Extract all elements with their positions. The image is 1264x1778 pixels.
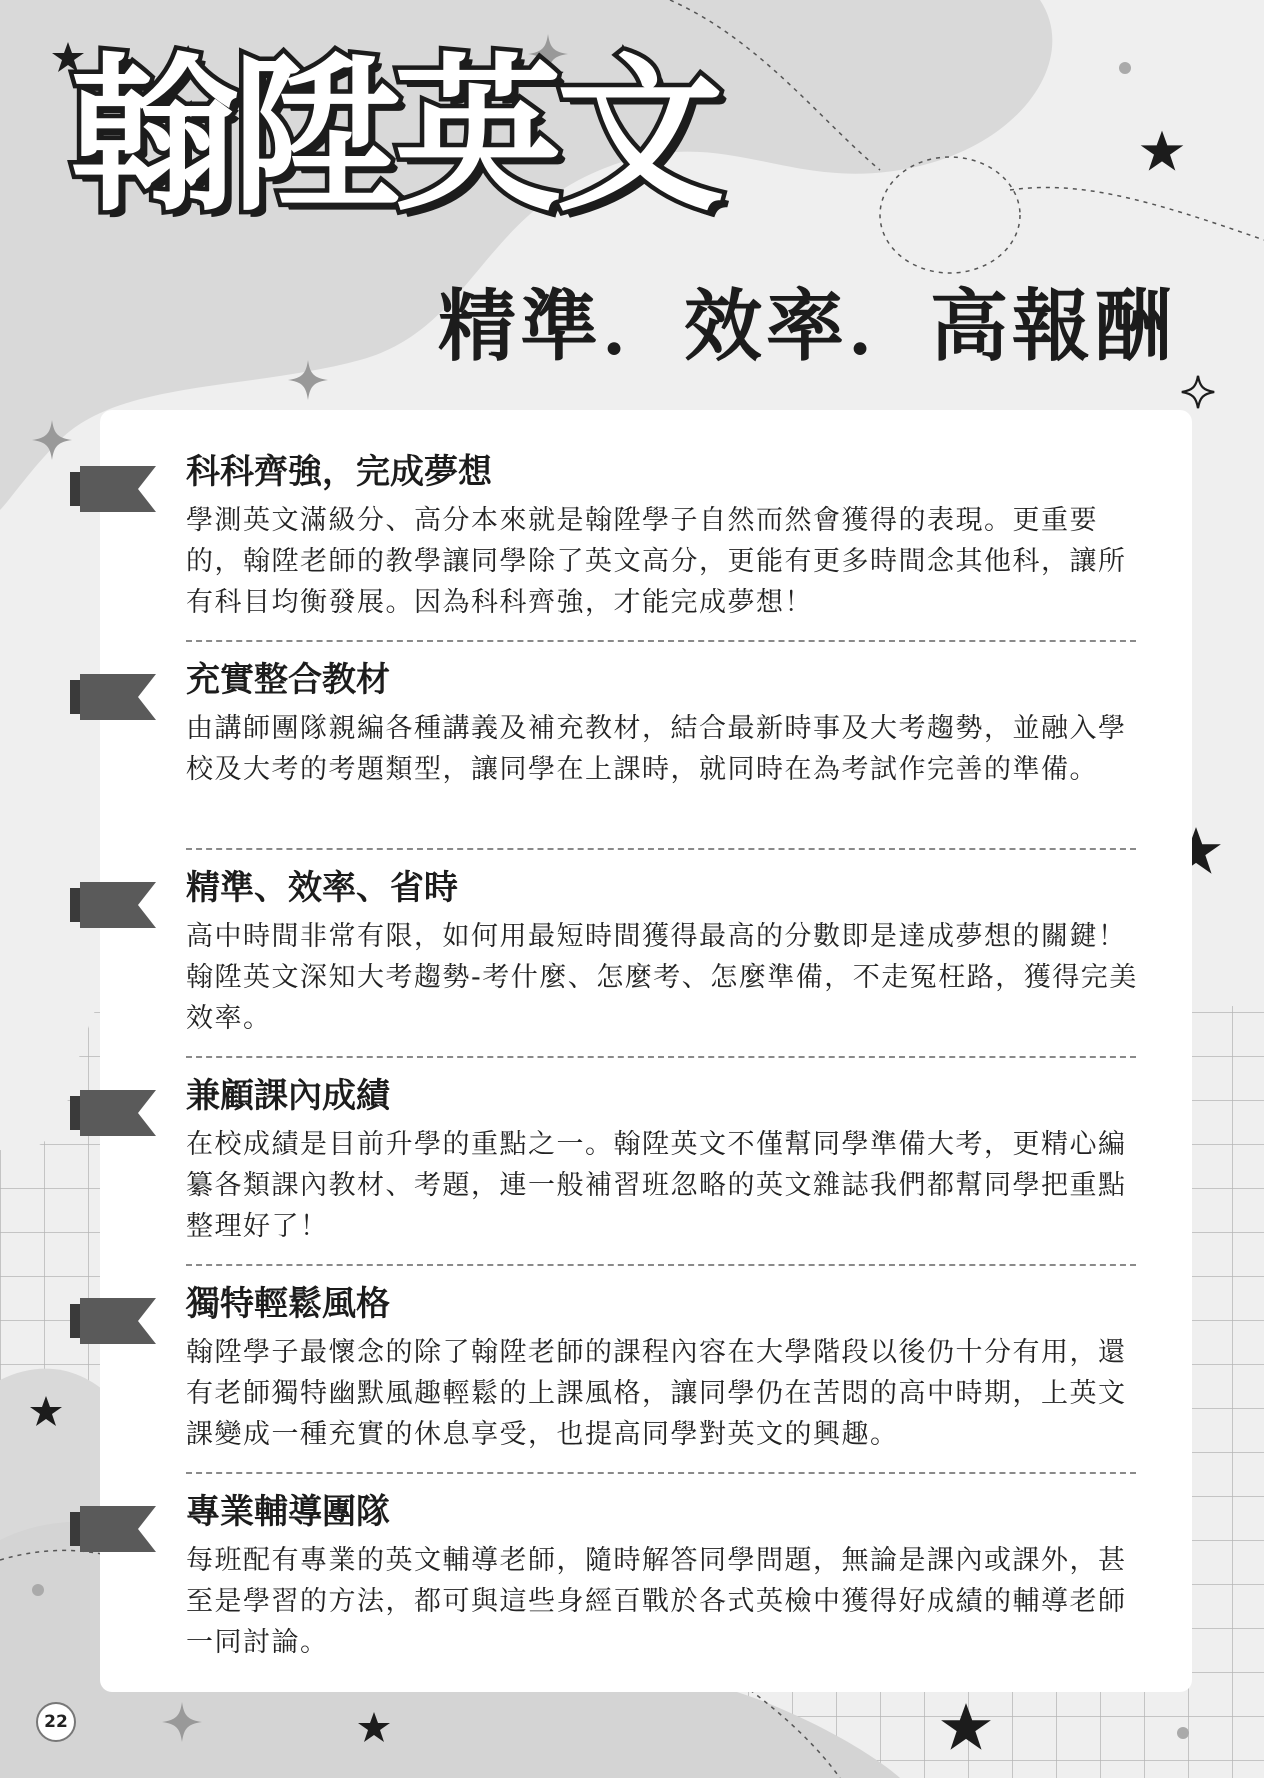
ribbon-icon xyxy=(70,1090,156,1136)
ribbon-icon xyxy=(70,882,156,928)
ribbon-icon xyxy=(70,674,156,720)
section-body: 每班配有專業的英文輔導老師，隨時解答同學問題，無論是課內或課外，甚至是學習的方法，都可與這些身經百戰於各式英檢中獲得好成績的輔導老師一同討論。 xyxy=(186,1545,1127,1658)
sparkle-icon xyxy=(32,420,72,460)
section-title: 精準、效率、省時 xyxy=(186,868,458,908)
section-title: 專業輔導團隊 xyxy=(186,1492,390,1532)
section-body: 由講師團隊親編各種講義及補充教材，結合最新時事及大考趨勢，並融入學校及大考的考題類型，讓同學在上課時，就同時在為考試作完善的準備。 xyxy=(186,713,1127,785)
dashed-divider xyxy=(186,848,1136,850)
section-title: 獨特輕鬆風格 xyxy=(186,1284,390,1324)
content-card xyxy=(100,410,1192,1692)
star-icon xyxy=(28,1394,64,1430)
page-number: 22 xyxy=(36,1702,76,1742)
sparkle-icon xyxy=(162,1702,202,1742)
section-body: 翰陞學子最懷念的除了翰陞老師的課程內容在大學階段以後仍十分有用，還有老師獨特幽默風趣輕鬆的上課風格，讓同學仍在苦悶的高中時期，上英文課變成一種充實的休息享受，也提高同學對英文的興趣。 xyxy=(186,1337,1127,1450)
ribbon-icon xyxy=(70,1298,156,1344)
section-body: 高中時間非常有限，如何用最短時間獲得最高的分數即是達成夢想的關鍵！翰陞英文深知大考趨勢-考什麼、怎麼考、怎麼準備，不走冤枉路，獲得完美效率。 xyxy=(186,921,1138,1034)
ribbon-icon xyxy=(70,466,156,512)
star-icon xyxy=(356,1710,392,1746)
page-subtitle: 精準．效率．高報酬 xyxy=(437,282,1176,372)
dashed-divider xyxy=(186,1472,1136,1474)
dashed-divider xyxy=(186,1264,1136,1266)
section-body: 在校成績是目前升學的重點之一。翰陞英文不僅幫同學準備大考，更精心編纂各類課內教材、考題，連一般補習班忽略的英文雜誌我們都幫同學把重點整理好了！ xyxy=(186,1129,1127,1242)
sparkle-outline-icon xyxy=(1180,374,1216,410)
star-icon xyxy=(938,1700,994,1756)
page-title: 翰陞英文 xyxy=(70,38,718,234)
section-title: 科科齊強，完成夢想 xyxy=(186,452,492,492)
section-title: 充實整合教材 xyxy=(186,660,390,700)
sparkle-icon xyxy=(288,360,328,400)
section-body: 學測英文滿級分、高分本來就是翰陞學子自然而然會獲得的表現。更重要的，翰陞老師的教學讓同學除了英文高分，更能有更多時間念其他科，讓所有科目均衡發展。因為科科齊強，才能完成夢想！ xyxy=(186,505,1127,618)
dashed-divider xyxy=(186,640,1136,642)
ribbon-icon xyxy=(70,1506,156,1552)
dashed-divider xyxy=(186,1056,1136,1058)
star-icon xyxy=(1138,128,1186,176)
section-title: 兼顧課內成績 xyxy=(186,1076,390,1116)
